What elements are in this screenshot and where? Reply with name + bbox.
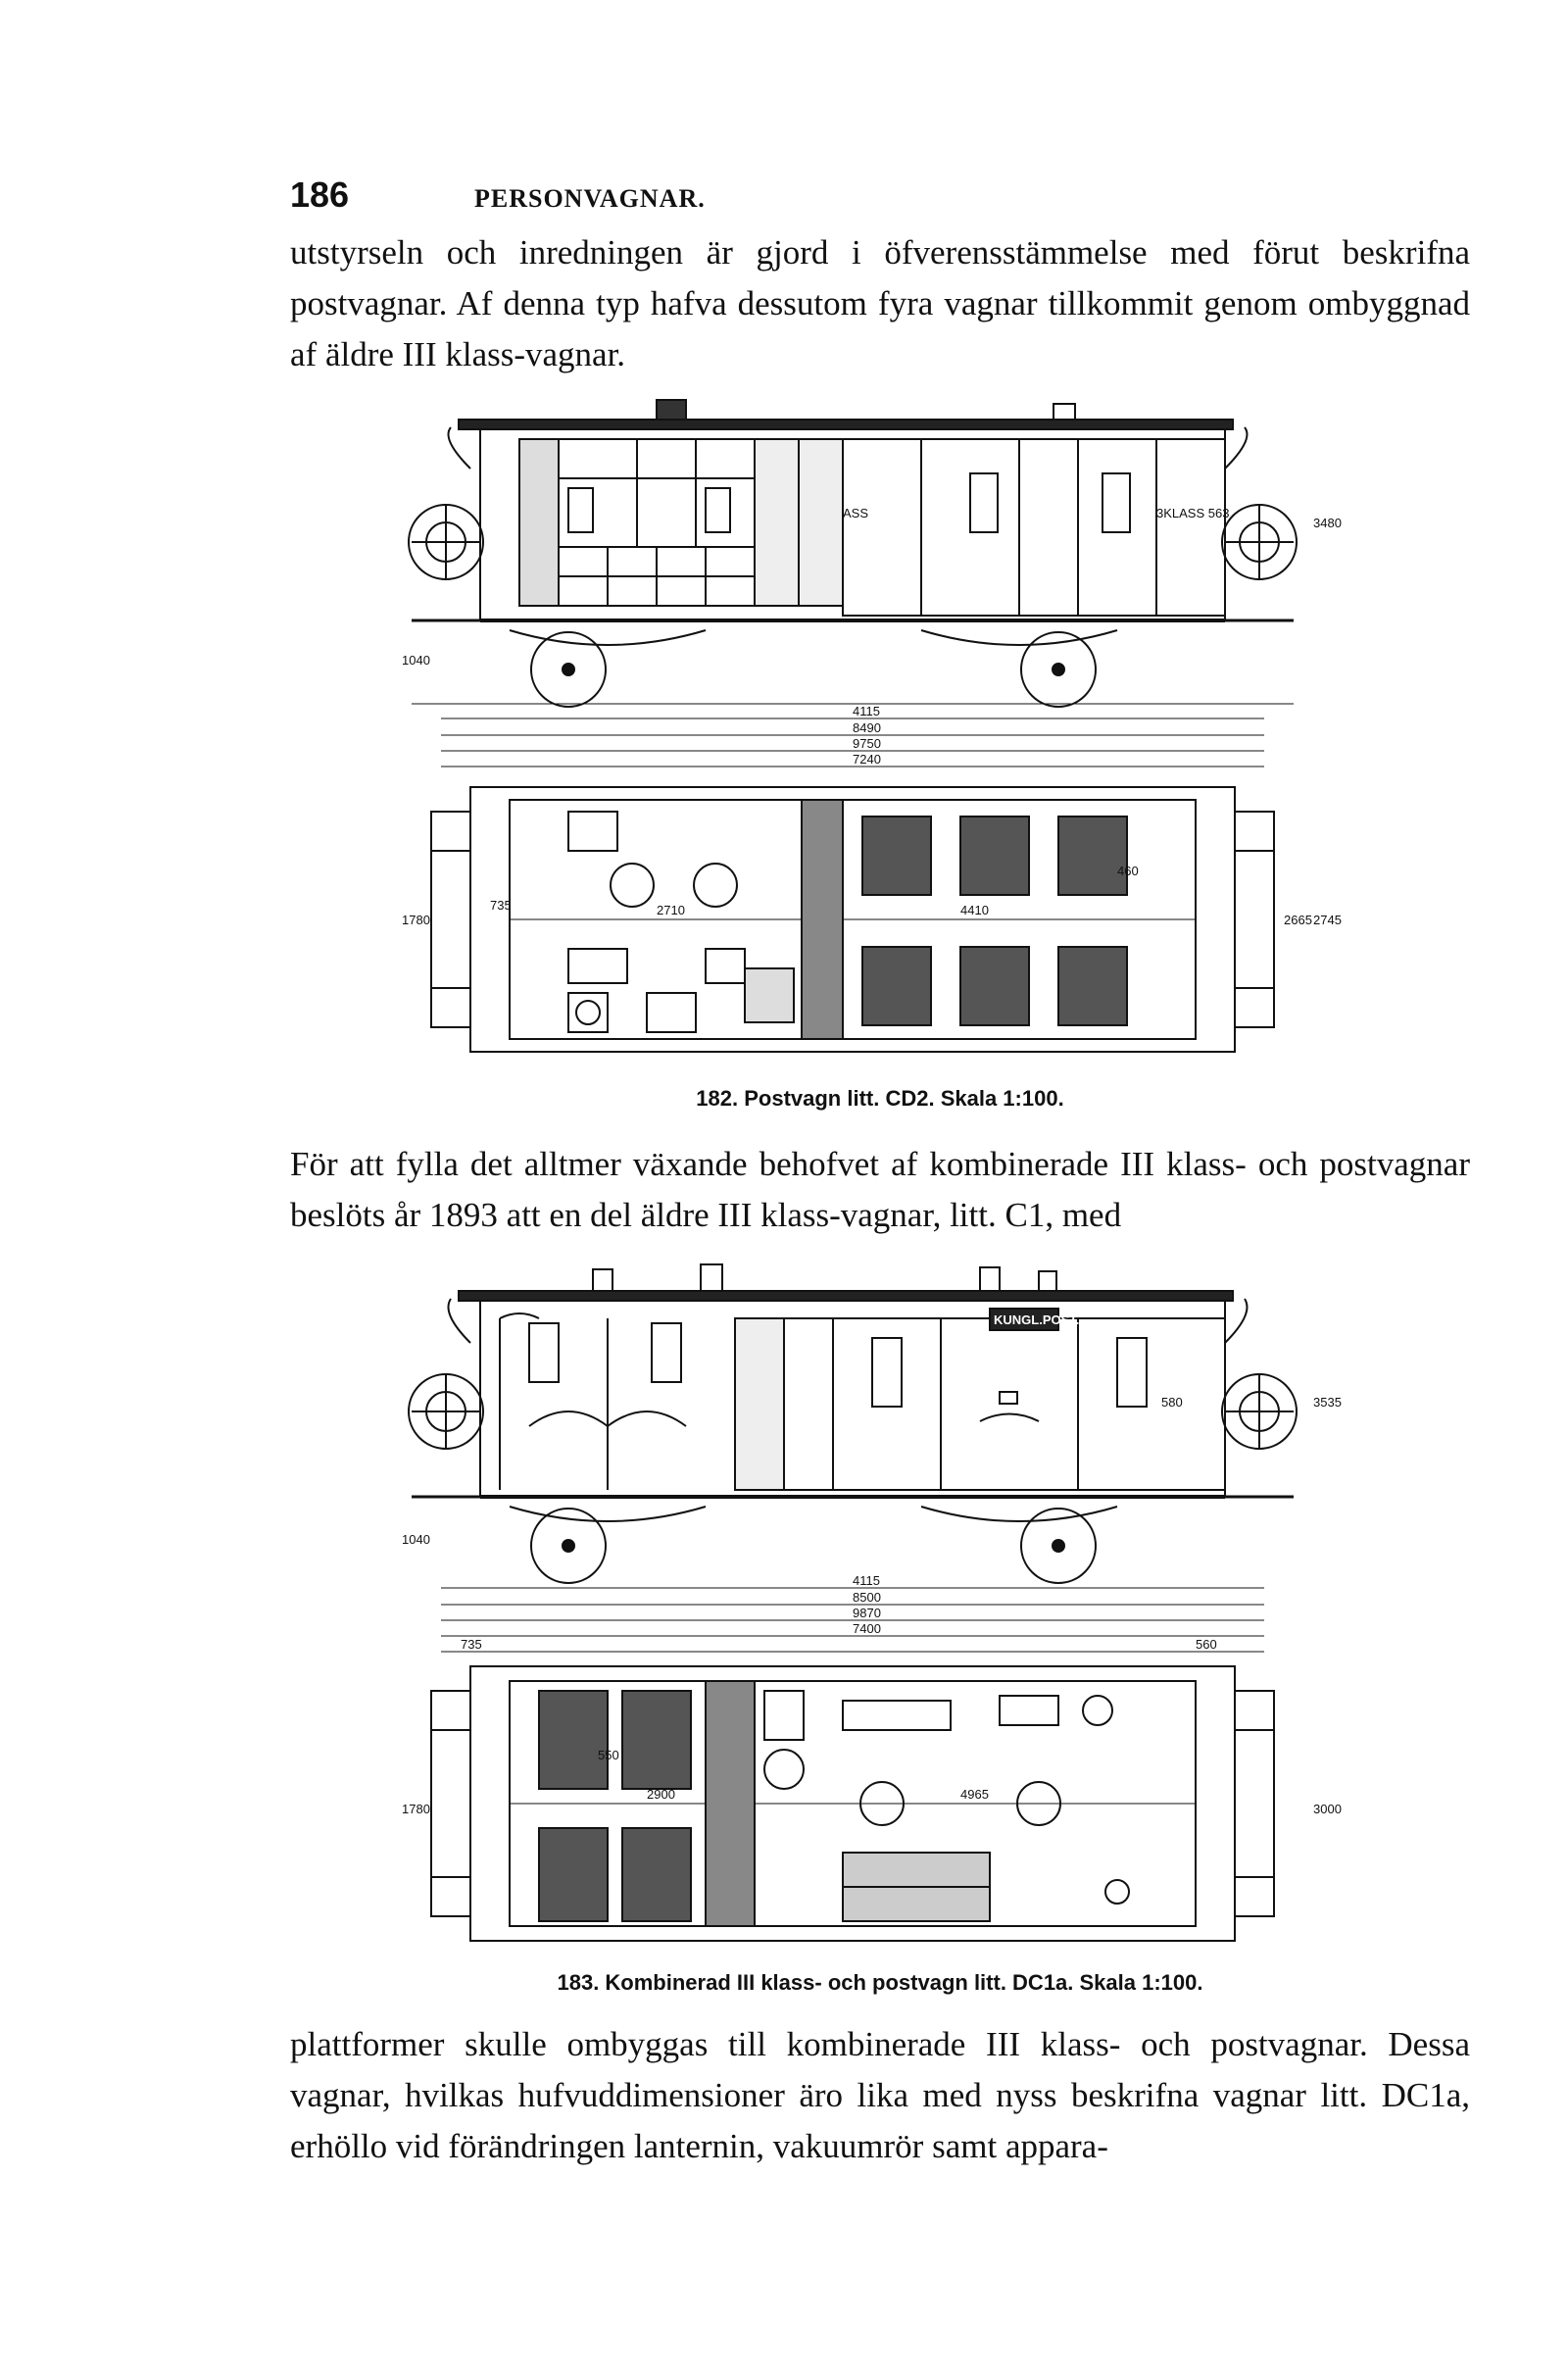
dim-2745: 2745 (1313, 913, 1342, 927)
dim-7400: 7400 (853, 1621, 881, 1636)
dim-460: 460 (1117, 864, 1139, 878)
dim-1040: 1040 (402, 653, 430, 668)
dim-3535: 3535 (1313, 1395, 1342, 1410)
dim-1780b: 1780 (402, 1802, 430, 1816)
dim-8490: 8490 (853, 720, 881, 735)
running-head: PERSONVAGNAR. (474, 184, 706, 213)
dim-1780: 1780 (402, 913, 430, 927)
figure-182-drawing (402, 380, 1352, 1071)
dim-4115: 4115 (853, 704, 880, 718)
dim-3480: 3480 (1313, 516, 1342, 530)
dim-735b: 735 (461, 1637, 482, 1652)
label-right-class: 3KLASS 563 (1156, 506, 1230, 520)
dim-4115b: 4115 (853, 1573, 880, 1588)
figure-183-caption: 183. Kombinerad III klass- och postvagn litt. DC1a. Skala 1:100. (557, 1970, 1203, 1995)
paragraph-3: plattformer skulle ombyggas till kombinerade III klass- och postvagnar. Dessa vagnar, hvilkas hufvuddimensioner äro lika med nyss beskrifna vagnar litt. DC1a, erhöllo vid förändringen lanternin, vakuumrör samt appara- (290, 2025, 1470, 2165)
dim-2900: 2900 (647, 1787, 675, 1802)
label-post-sign: KUNGL.POST. (994, 1312, 1080, 1327)
dim-735: 735 (490, 898, 512, 913)
paragraph-2: För att fylla det alltmer växande behofvet af kombinerade III klass- och postvagnar beslöts år 1893 att en del äldre III klass-vagnar, litt. C1, med (290, 1145, 1470, 1234)
dim-550: 550 (598, 1748, 619, 1762)
paragraph-1: utstyrseln och inredningen är gjord i öfverensstämmelse med förut beskrifna postvagnar. Af denna typ hafva dessutom fyra vagnar tillkommit genom ombyggnad af äldre III klass-vagnar. (290, 233, 1470, 373)
dim-8500: 8500 (853, 1590, 881, 1605)
dim-9870: 9870 (853, 1606, 881, 1620)
dim-7240: 7240 (853, 752, 881, 767)
label-car-number: 580 (1161, 1395, 1183, 1410)
figure-182-caption: 182. Postvagn litt. CD2. Skala 1:100. (696, 1086, 1064, 1111)
page-number: 186 (290, 174, 350, 215)
dim-2710: 2710 (657, 903, 685, 917)
dim-4410: 4410 (960, 903, 989, 917)
figure-183-drawing (402, 1250, 1352, 1955)
dim-1040b: 1040 (402, 1532, 430, 1547)
label-left-class: ASS (843, 506, 869, 520)
dim-4965: 4965 (960, 1787, 989, 1802)
dim-3000: 3000 (1313, 1802, 1342, 1816)
page-header (290, 174, 1470, 223)
dim-9750: 9750 (853, 736, 881, 751)
dim-2665: 2665 (1284, 913, 1312, 927)
dim-560: 560 (1196, 1637, 1217, 1652)
